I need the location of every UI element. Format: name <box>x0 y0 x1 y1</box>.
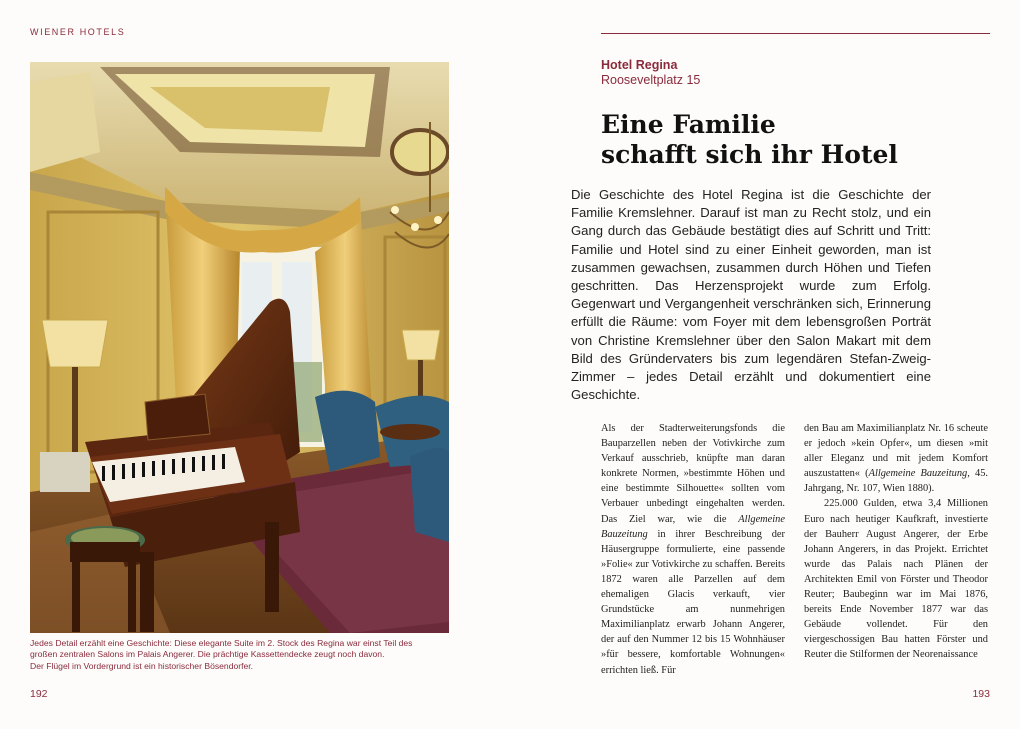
body-text: den Bau am Maximilianplatz Nr. 16 scheute er jedoch »kein Opfer«, um diesen »mit aller Eleganz und mit jedem Komfort auszustatten« ( <box>804 423 988 480</box>
caption-line: Jedes Detail erzählt eine Geschichte: Diese elegante Suite im 2. Stock des Regina war einst Teil des <box>30 638 413 648</box>
caption-line: Der Flügel im Vordergrund ist ein historischer Bösendorfer. <box>30 660 254 671</box>
header-rule <box>601 33 990 34</box>
body-paragraph <box>601 421 785 678</box>
page-number-left: 192 <box>30 688 48 700</box>
headline-line-1: Eine Familie <box>601 110 776 139</box>
body-text: in ihrer Beschreibung der Häusergruppe formulierte, eine passende »Folie« zur Votivkirche zu schaffen. Bereits 1872 waren alle Parzellen auf dem ehemaligen Glacis verkauft, vier Grundstücke am nunmehrigen Maximilianplatz erwarb Johann Angerer, der auf den Nummer 12 bis 15 Wohnhäuser »für bessere, komfortable Wohnungen« errichten ließ. Für <box>601 528 785 676</box>
page-number-right: 193 <box>972 688 990 700</box>
body-text: Als der Stadterweiterungsfonds die Bauparzellen neben der Votivkirche zum Verkauf ausschrieb, knüpfte man daran konkrete Normen, »bestimmte Höhen und eine bestimmte Silhouette« sollten vom Verbauer unbedingt eingehalten werden. Das Ziel war, wie die <box>601 423 785 525</box>
headline-line-2: schafft sich ihr Hotel <box>601 140 898 169</box>
photo-caption <box>30 638 449 672</box>
article-headline <box>601 110 991 170</box>
body-text: 45. Jahrgang, Nr. 107, Wien 1880). <box>804 468 988 495</box>
running-head: WIENER HOTELS <box>30 27 126 37</box>
body-column-left <box>601 421 785 678</box>
body-paragraph <box>804 421 988 496</box>
body-column-right <box>804 421 988 663</box>
hotel-name: Hotel Regina <box>601 58 678 72</box>
hotel-suite-photo <box>30 62 449 633</box>
publication-title: Allgemeine Bauzeitung <box>601 513 785 540</box>
hotel-address: Rooseveltplatz 15 <box>601 73 701 87</box>
publication-title: Allgemeine Bauzeitung, <box>868 468 970 480</box>
caption-line: großen zentralen Salons im Palais Angerer. Die prächtige Kassettendecke zeugt noch davon. <box>30 649 385 660</box>
lead-paragraph: Die Geschichte des Hotel Regina ist die Geschichte der Familie Kremslehner. Darauf ist man zu Recht stolz, und ein Gang durch das Gebäude bestätigt dies auf Schritt und Tritt: Familie und Hotel sind zu einer Einheit geworden, man ist zusammen gewachsen, zusammen durch Höhen und Tiefen geschritten. Das Herzensprojekt wurde zum Erfolg. Gegenwart und Vergangenheit verschränken sich, Erinnerung erfüllt die Räume: vom Foyer mit dem lebensgroßen Porträt von Christine Kremslehner über den Salon Makart mit dem Bild des Gründervaters bis zum legendären Stefan-Zweig-Zimmer – jedes Detail erzählt und dokumentiert eine Geschichte. <box>571 187 931 403</box>
body-paragraph: 225.000 Gulden, etwa 3,4 Millionen Euro nach heutiger Kaufkraft, investierte der Bauherr August Angerer, der Erbe Johann Angerers, in das Projekt. Errichtet wurde das Palais nach Plänen der Architekten Emil von Förster und Theodor Reuter; Baubeginn war im Mai 1876, bereits Ende November 1877 war das Gebäude vollendet. Für den viergeschossigen Bau hatten Förster und Reuter die Stilformen der Neorenaissance <box>804 498 988 661</box>
